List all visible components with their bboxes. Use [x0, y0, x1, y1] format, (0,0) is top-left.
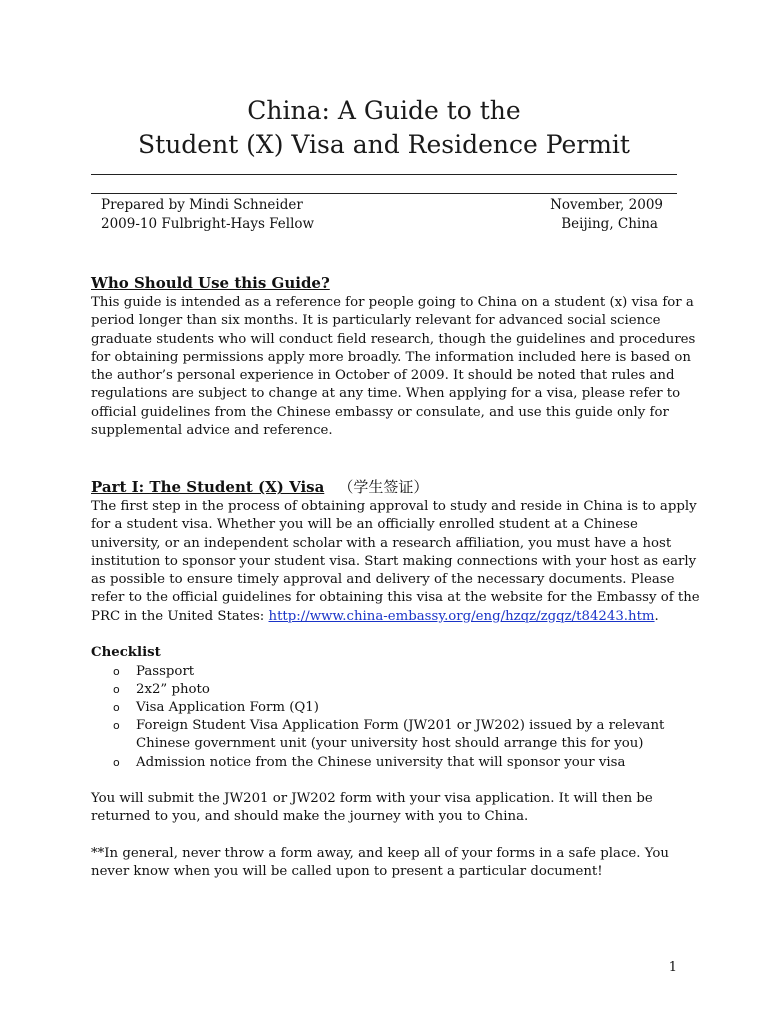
author-line: Prepared by Mindi Schneider	[101, 197, 303, 213]
paragraph-line: official guidelines from the Chinese embassy or consulate, and use this guide only for	[91, 404, 669, 420]
paragraph-line: never know when you will be called upon to present a particular document!	[91, 864, 603, 880]
section-1-paragraph	[91, 294, 696, 440]
title-divider-top	[91, 174, 677, 175]
checklist-item-text: Passport	[136, 664, 195, 679]
checklist-bullet-icon: o	[113, 683, 120, 696]
link-prefix-text: PRC in the United States:	[91, 608, 269, 624]
page-number: 1	[668, 960, 677, 975]
paragraph-line: graduate students who will conduct field research, though the guidelines and procedures	[91, 331, 696, 347]
paragraph-line: refer to the official guidelines for obtaining this visa at the website for the Embassy of the	[91, 590, 700, 606]
part-1-heading-text: Part I: The Student (X) Visa	[91, 478, 325, 496]
embassy-guidelines-link[interactable]: http://www.china-embassy.org/eng/hzqz/zgqz/t84243.htm	[268, 608, 655, 624]
paragraph-line: period longer than six months. It is particularly relevant for advanced social science	[91, 313, 661, 329]
checklist-item-text: 2x2” photo	[136, 682, 210, 697]
paragraph-line: You will submit the JW201 or JW202 form with your visa application. It will then be	[91, 791, 653, 806]
section-2-paragraph	[91, 498, 700, 626]
general-note-paragraph	[91, 845, 691, 882]
link-suffix-text: .	[654, 608, 659, 624]
checklist-item-text: Foreign Student Visa Application Form (JW201 or JW202) issued by a relevant	[136, 718, 665, 733]
paragraph-line: institution to sponsor your student visa. Start making connections with your host as early	[91, 553, 697, 569]
checklist-item-text: Visa Application Form (Q1)	[136, 700, 319, 715]
submit-note-paragraph	[91, 790, 691, 827]
paragraph-line: as possible to ensure timely approval and delivery of the necessary documents. Please	[91, 572, 675, 588]
paragraph-line: university, or an independent scholar with a research affiliation, you must have a host	[91, 535, 672, 551]
checklist-bullet-icon: o	[113, 719, 120, 732]
fellowship-line: 2009-10 Fulbright-Hays Fellow	[101, 216, 315, 232]
paragraph-line: the author’s personal experience in October of 2009. It should be noted that rules and	[91, 368, 675, 384]
paragraph-line: returned to you, and should make the journey with you to China.	[91, 809, 529, 825]
paragraph-line: regulations are subject to change at any time. When applying for a visa, please refer to	[91, 386, 681, 402]
section-heading-part-1	[91, 477, 428, 497]
checklist-title: Checklist	[91, 645, 161, 660]
paragraph-line: for a student visa. Whether you will be an officially enrolled student at a Chinese	[91, 517, 638, 533]
paragraph-line: This guide is intended as a reference for people going to China on a student (x) visa for a	[91, 295, 694, 310]
checklist-bullet-icon: o	[113, 756, 120, 769]
location-line: Beijing, China	[561, 216, 658, 232]
checklist-bullet-icon: o	[113, 701, 120, 714]
document-title-line-2: Student (X) Visa and Residence Permit	[138, 130, 630, 159]
checklist-bullet-icon: o	[113, 665, 120, 678]
paragraph-line: **In general, never throw a form away, and keep all of your forms in a safe place. You	[91, 846, 669, 861]
paragraph-line: supplemental advice and reference.	[91, 423, 333, 439]
paragraph-line: for obtaining permissions apply more broadly. The information included here is based on	[91, 349, 691, 365]
paragraph-line: The first step in the process of obtaining approval to study and reside in China is to apply	[91, 499, 697, 514]
checklist-item-text: Chinese government unit (your university host should arrange this for you)	[136, 736, 644, 751]
section-heading-who-should-use: Who Should Use this Guide?	[91, 274, 330, 292]
part-1-heading-chinese: （学生签证）	[338, 478, 429, 496]
title-divider-bottom	[91, 193, 677, 194]
paragraph-line-with-link	[91, 608, 691, 626]
checklist-item-text: Admission notice from the Chinese university that will sponsor your visa	[136, 755, 626, 770]
date-line: November, 2009	[550, 197, 663, 213]
document-title-line-1: China: A Guide to the	[247, 96, 521, 125]
